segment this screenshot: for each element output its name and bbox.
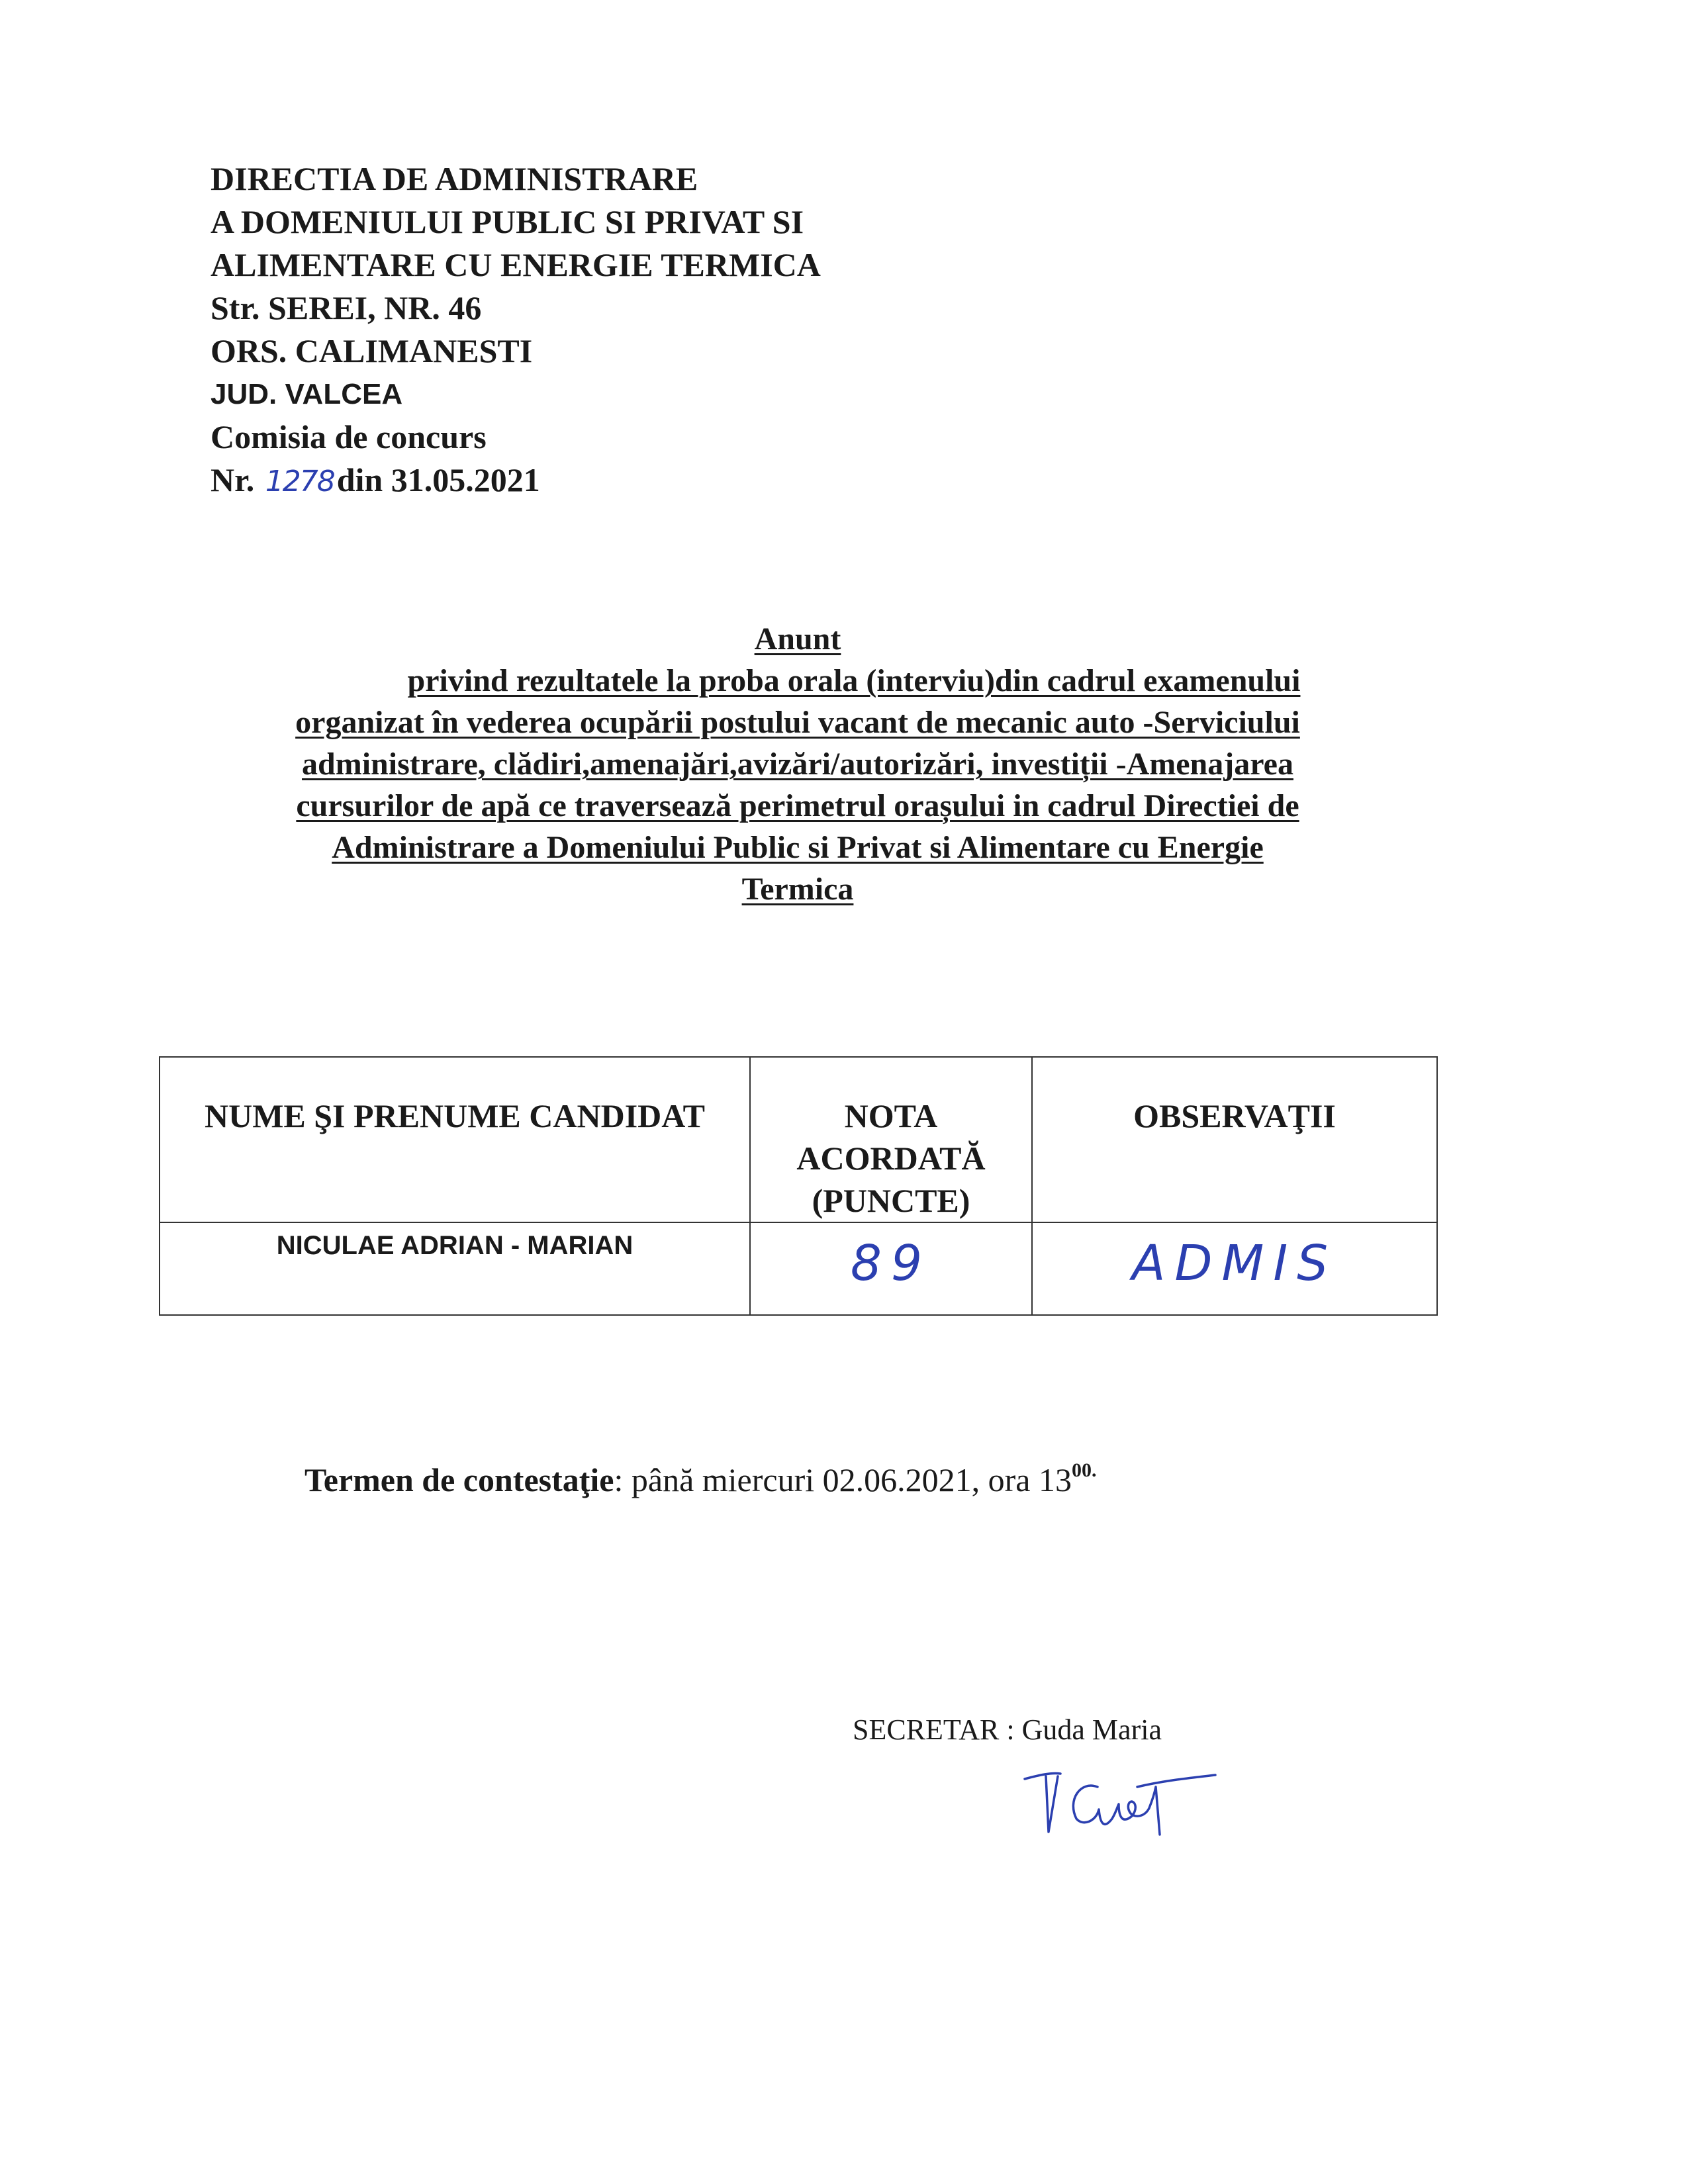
issuer-county: JUD. VALCEA: [211, 378, 403, 410]
column-header-score-line-1: NOTA: [844, 1097, 938, 1134]
announcement-line-2-text: organizat în vederea ocupării postului vacant de mecanic auto -Serviciului: [295, 705, 1300, 740]
announcement-heading: [199, 618, 1397, 660]
registration-number: [211, 459, 821, 503]
announcement-title: [199, 618, 1397, 910]
announcement-heading-text: Anunt: [754, 621, 841, 657]
announcement-line-3-text: administrare, clădiri,amenajări,avizări/autorizări, investiții -Amenajarea: [302, 747, 1293, 782]
issuer-town: ORS. CALIMANESTI: [211, 332, 533, 369]
announcement-line-1: [199, 660, 1397, 702]
announcement-line-4-text: cursurilor de apă ce traversează perimetrul orașului in cadrul Directiei de: [296, 788, 1299, 823]
column-header-candidate: NUME ŞI PRENUME CANDIDAT: [160, 1057, 750, 1222]
announcement-line-4: [199, 785, 1397, 827]
appeal-deadline-text: : până miercuri 02.06.2021, ora 13: [614, 1461, 1072, 1498]
issuer-street: Str. SEREI, NR. 46: [211, 289, 482, 326]
secretary-signature: [1019, 1760, 1218, 1846]
candidate-score: 89: [750, 1222, 1032, 1315]
column-header-score: [750, 1057, 1032, 1222]
announcement-line-1-text: privind rezultatele la proba orala (interviu)din cadrul examenului: [407, 663, 1301, 698]
column-header-observations: OBSERVAŢII: [1032, 1057, 1437, 1222]
candidate-name: NICULAE ADRIAN - MARIAN: [160, 1222, 750, 1315]
results-header-row: [160, 1057, 1437, 1222]
announcement-line-6: [199, 868, 1397, 910]
announcement-line-5-text: Administrare a Domeniului Public si Privat si Alimentare cu Energie: [332, 830, 1264, 865]
candidate-observation: ADMIS: [1032, 1222, 1437, 1315]
registration-number-prefix: Nr.: [211, 461, 255, 498]
issuer-name-line-2: A DOMENIULUI PUBLIC SI PRIVAT SI: [211, 203, 804, 240]
secretary-line: SECRETAR : Guda Maria: [853, 1713, 1162, 1746]
issuer-name-line-3: ALIMENTARE CU ENERGIE TERMICA: [211, 246, 821, 283]
announcement-line-5: [199, 827, 1397, 868]
column-header-score-line-2: ACORDATĂ: [796, 1140, 986, 1177]
registration-date: din 31.05.2021: [336, 461, 540, 498]
issuer-commission: Comisia de concurs: [211, 418, 487, 455]
announcement-line-6-text: Termica: [741, 872, 854, 907]
appeal-deadline: [305, 1449, 1096, 1501]
table-row: [160, 1222, 1437, 1315]
column-header-score-line-3: (PUNCTE): [812, 1182, 970, 1219]
issuer-header: [211, 158, 821, 503]
appeal-deadline-label: Termen de contestaţie: [305, 1461, 614, 1498]
appeal-deadline-minutes: 00.: [1071, 1459, 1097, 1481]
results-table: [159, 1056, 1438, 1316]
issuer-name-line-1: DIRECTIA DE ADMINISTRARE: [211, 160, 698, 197]
registration-number-handwritten: 1278: [265, 465, 334, 498]
announcement-line-3: [199, 743, 1397, 785]
announcement-line-2: [199, 702, 1397, 743]
